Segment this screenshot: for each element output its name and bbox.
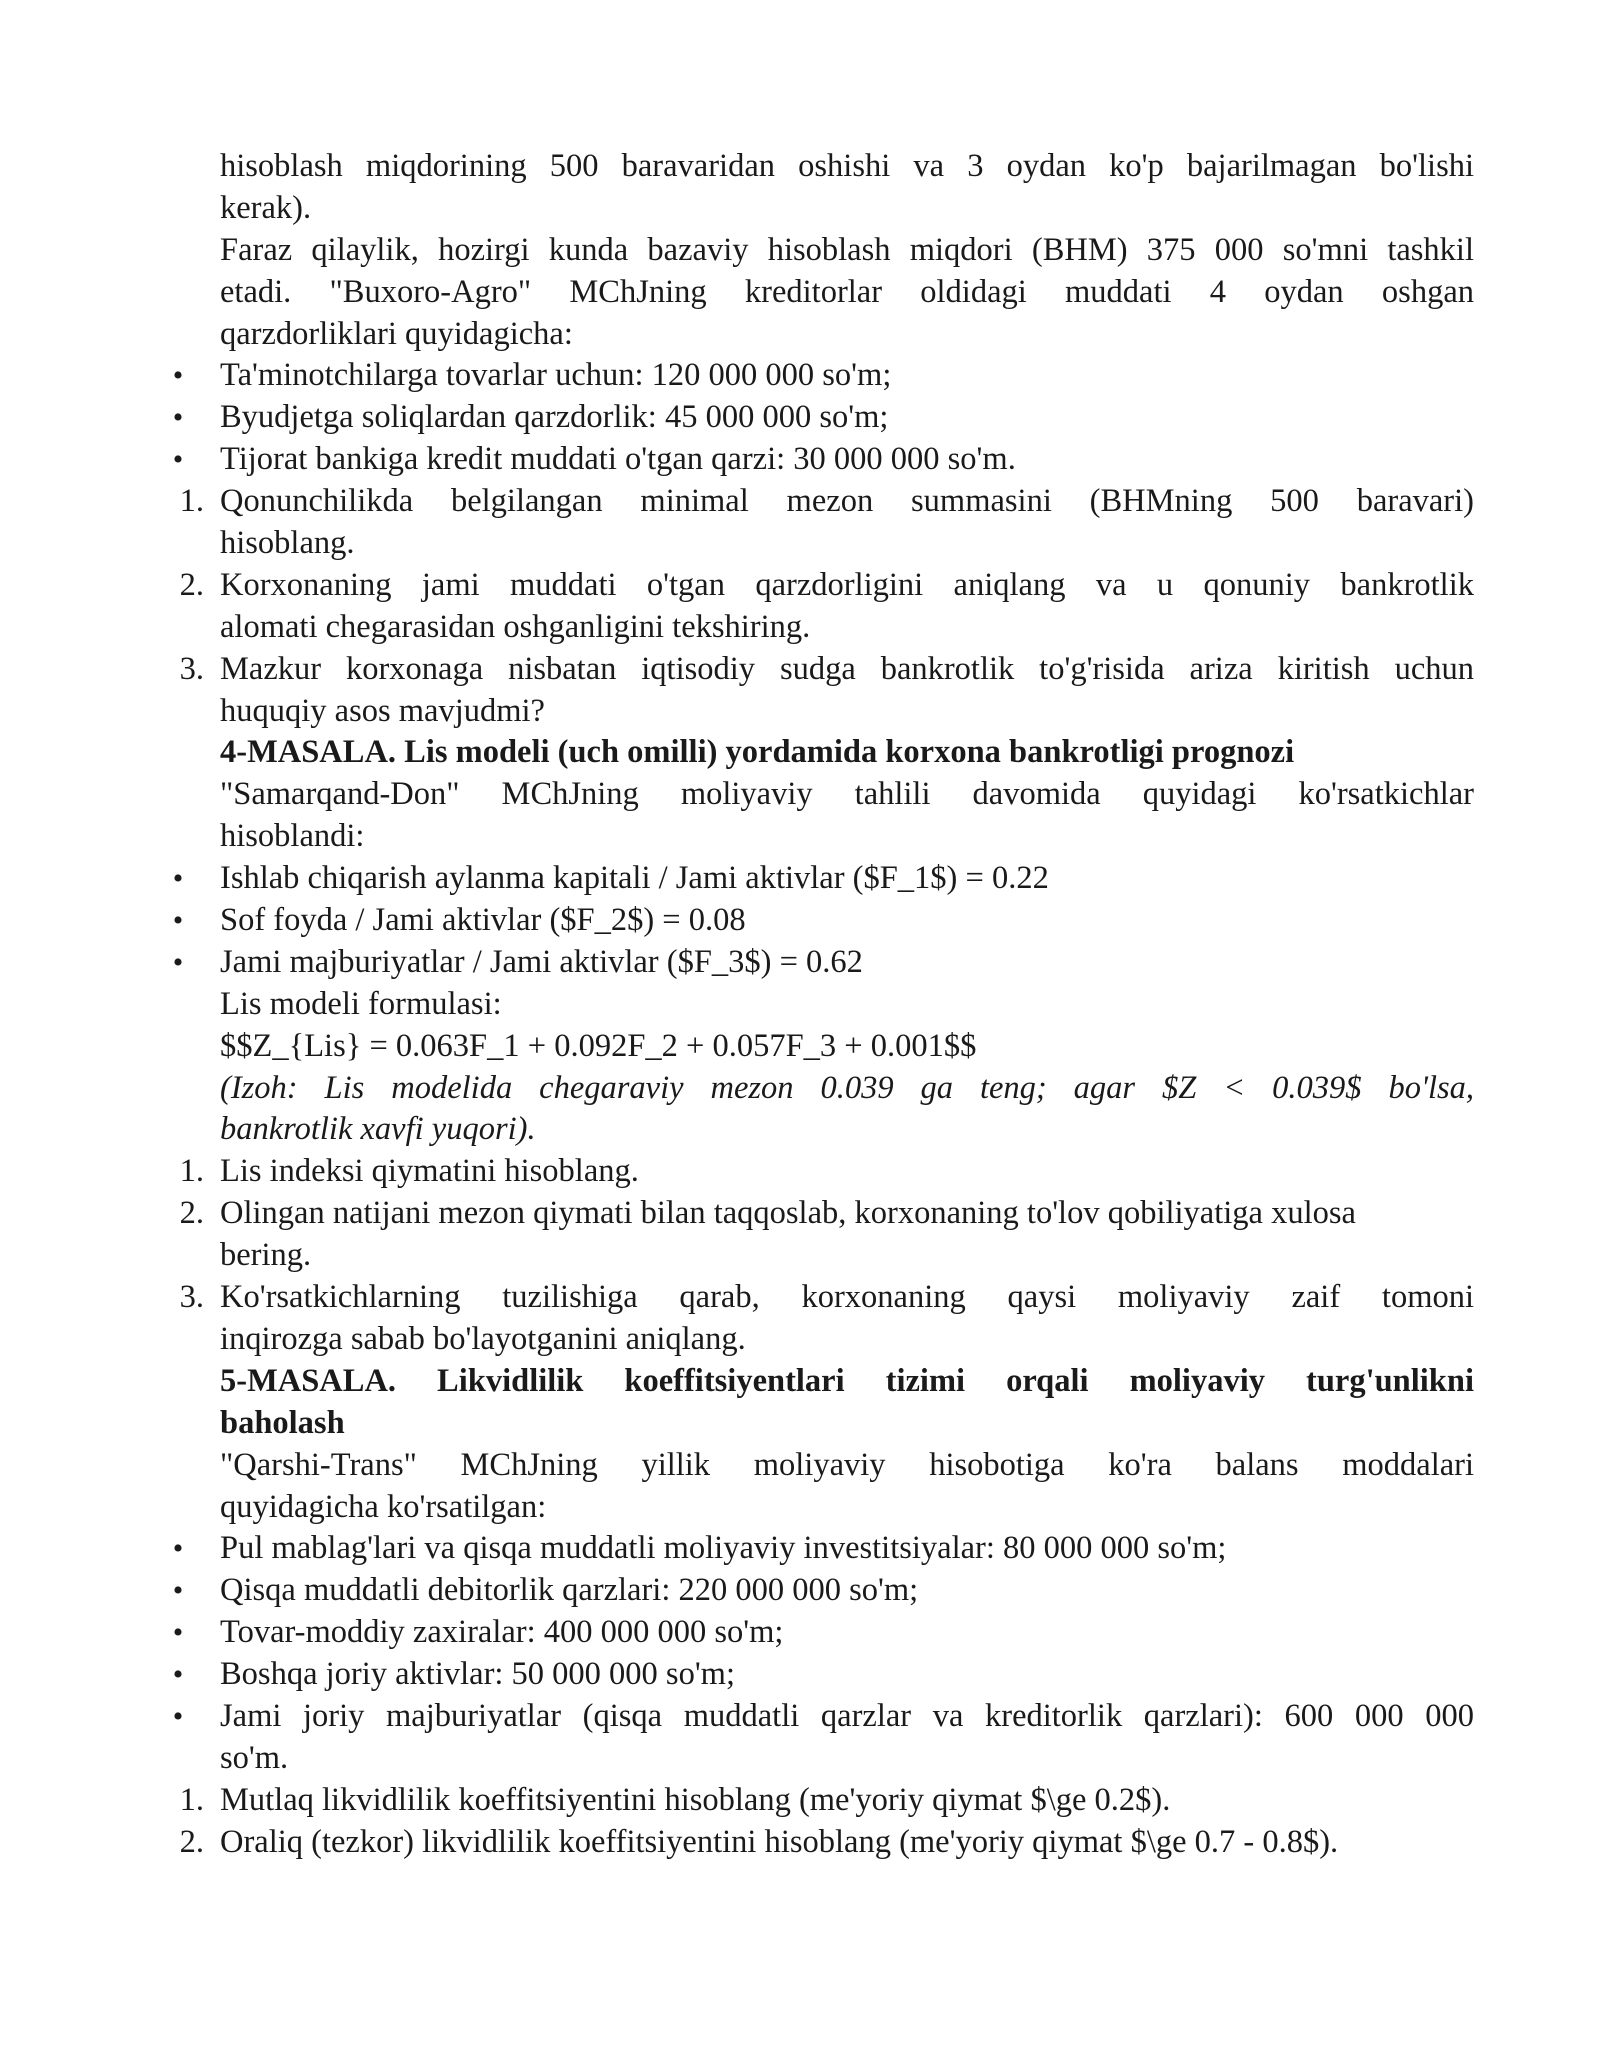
line-text: Boshqa joriy aktivlar: 50 000 000 so'm; (220, 1656, 735, 1693)
line-text: bering. (220, 1237, 312, 1274)
line-text: Lis modeli formulasi: (220, 985, 502, 1022)
numbered-list-item (0, 565, 1600, 607)
bullet-marker: • (172, 443, 184, 477)
paragraph-line (0, 1026, 1600, 1068)
line-text: bankrotlik xavfi yuqori). (220, 1111, 536, 1148)
bullet-list-item (0, 1528, 1600, 1570)
paragraph-line (0, 188, 1600, 230)
paragraph-line (0, 230, 1600, 272)
numbered-list-item (0, 1780, 1600, 1822)
line-text: quyidagicha ko'rsatilgan: (220, 1488, 547, 1525)
bullet-list-item (0, 1570, 1600, 1612)
line-text: kerak). (220, 189, 312, 226)
paragraph-line (0, 984, 1600, 1026)
paragraph-line (0, 1235, 1600, 1277)
section-heading-line (0, 732, 1600, 774)
line-text: "Qarshi-Trans" MChJning yillik moliyaviy hisobotiga ko'ra balans moddalari (220, 1446, 1474, 1483)
list-number: 3. (179, 650, 204, 687)
bullet-marker: • (172, 1699, 184, 1733)
line-text: Tovar-moddiy zaxiralar: 400 000 000 so'm; (220, 1614, 784, 1651)
line-text: Tijorat bankiga kredit muddati o'tgan qarzi: 30 000 000 so'm. (220, 441, 1016, 478)
bullet-marker: • (172, 401, 184, 435)
list-number: 3. (179, 1279, 204, 1316)
line-text: "Samarqand-Don" MChJning moliyaviy tahlili davomida quyidagi ko'rsatkichlar (220, 776, 1474, 813)
list-number: 2. (179, 566, 204, 603)
line-text: baholash (220, 1404, 345, 1441)
line-text: Pul mablag'lari va qisqa muddatli moliyaviy investitsiyalar: 80 000 000 so'm; (220, 1530, 1227, 1567)
line-text: Ko'rsatkichlarning tuzilishiga qarab, korxonaning qaysi moliyaviy zaif tomoni (220, 1279, 1474, 1316)
bullet-list-item (0, 397, 1600, 439)
bullet-marker: • (172, 359, 184, 393)
numbered-list-item (0, 649, 1600, 691)
line-text: Faraz qilaylik, hozirgi kunda bazaviy hisoblash miqdori (BHM) 375 000 so'mni tashkil (220, 231, 1474, 268)
list-number: 1. (179, 1781, 204, 1818)
bullet-marker: • (172, 1616, 184, 1650)
line-text: (Izoh: Lis modelida chegaraviy mezon 0.039 ga teng; agar $Z < 0.039$ bo'lsa, (220, 1069, 1474, 1106)
paragraph-line (0, 1445, 1600, 1487)
bullet-marker: • (172, 862, 184, 896)
bullet-marker: • (172, 904, 184, 938)
line-text: Ishlab chiqarish aylanma kapitali / Jami aktivlar ($F_1$) = 0.22 (220, 860, 1049, 897)
paragraph-line (0, 691, 1600, 733)
line-text: $$Z_{Lis} = 0.063F_1 + 0.092F_2 + 0.057F_3 + 0.001$$ (220, 1027, 977, 1064)
line-text: alomati chegarasidan oshganligini tekshiring. (220, 608, 811, 645)
bullet-list-item (0, 439, 1600, 481)
paragraph-line (0, 1487, 1600, 1529)
line-text: Korxonaning jami muddati o'tgan qarzdorligini aniqlang va u qonuniy bankrotlik (220, 566, 1474, 603)
numbered-list-item (0, 481, 1600, 523)
bullet-list-item (0, 900, 1600, 942)
bullet-list-item (0, 1654, 1600, 1696)
line-text: etadi. "Buxoro-Agro" MChJning kreditorlar oldidagi muddati 4 oydan oshgan (220, 273, 1474, 310)
bullet-marker: • (172, 945, 184, 979)
line-text: 5-MASALA. Likvidlilik koeffitsiyentlari tizimi orqali moliyaviy turg'unlikni (220, 1362, 1474, 1399)
line-text: qarzdorliklari quyidagicha: (220, 315, 573, 352)
bullet-marker: • (172, 1532, 184, 1566)
line-text: Olingan natijani mezon qiymati bilan taqqoslab, korxonaning to'lov qobiliyatiga xulosa (220, 1195, 1356, 1232)
list-number: 2. (179, 1823, 204, 1860)
paragraph-line (0, 272, 1600, 314)
line-text: Oraliq (tezkor) likvidlilik koeffitsiyentini hisoblang (me'yoriy qiymat $\ge 0.7 - 0.8$). (220, 1823, 1339, 1860)
list-number: 1. (179, 1153, 204, 1190)
line-text: Mutlaq likvidlilik koeffitsiyentini hisoblang (me'yoriy qiymat $\ge 0.2$). (220, 1781, 1171, 1818)
line-text: huquqiy asos mavjudmi? (220, 692, 545, 729)
line-text: Sof foyda / Jami aktivlar ($F_2$) = 0.08 (220, 902, 746, 939)
line-text: hisoblang. (220, 525, 355, 562)
list-number: 2. (179, 1195, 204, 1232)
line-text: Mazkur korxonaga nisbatan iqtisodiy sudga bankrotlik to'g'risida ariza kiritish uchun (220, 650, 1474, 687)
bullet-marker: • (172, 1658, 184, 1692)
line-text: Qisqa muddatli debitorlik qarzlari: 220 000 000 so'm; (220, 1572, 919, 1609)
list-number: 1. (179, 483, 204, 520)
numbered-list-item (0, 1151, 1600, 1193)
note-line (0, 1068, 1600, 1110)
line-text: inqirozga sabab bo'layotganini aniqlang. (220, 1320, 746, 1357)
section-heading-line (0, 1403, 1600, 1445)
paragraph-line (0, 1738, 1600, 1780)
paragraph-line (0, 816, 1600, 858)
bullet-marker: • (172, 1574, 184, 1608)
numbered-list-item (0, 1193, 1600, 1235)
line-text: hisoblandi: (220, 818, 365, 855)
paragraph-line (0, 607, 1600, 649)
numbered-list-item (0, 1822, 1600, 1864)
line-text: Lis indeksi qiymatini hisoblang. (220, 1153, 639, 1190)
line-text: Qonunchilikda belgilangan minimal mezon summasini (BHMning 500 baravari) (220, 483, 1474, 520)
bullet-list-item (0, 355, 1600, 397)
paragraph-line (0, 774, 1600, 816)
numbered-list-item (0, 1277, 1600, 1319)
paragraph-line (0, 523, 1600, 565)
line-text: Byudjetga soliqlardan qarzdorlik: 45 000 000 so'm; (220, 399, 889, 436)
note-line (0, 1109, 1600, 1151)
paragraph-line (0, 146, 1600, 188)
paragraph-line (0, 314, 1600, 356)
line-text: so'm. (220, 1739, 289, 1776)
paragraph-line (0, 1319, 1600, 1361)
line-text: Jami joriy majburiyatlar (qisqa muddatli qarzlar va kreditorlik qarzlari): 600 000 000 (220, 1697, 1474, 1734)
line-text: hisoblash miqdorining 500 baravaridan oshishi va 3 oydan ko'p bajarilmagan bo'lishi (220, 148, 1474, 184)
document-page (0, 146, 1600, 1864)
line-text: Jami majburiyatlar / Jami aktivlar ($F_3$) = 0.62 (220, 943, 863, 980)
bullet-list-item (0, 1612, 1600, 1654)
bullet-list-item (0, 858, 1600, 900)
bullet-list-item (0, 1696, 1600, 1738)
section-heading-line (0, 1361, 1600, 1403)
line-text: 4-MASALA. Lis modeli (uch omilli) yordamida korxona bankrotligi prognozi (220, 734, 1295, 771)
line-text: Ta'minotchilarga tovarlar uchun: 120 000 000 so'm; (220, 357, 892, 394)
bullet-list-item (0, 942, 1600, 984)
